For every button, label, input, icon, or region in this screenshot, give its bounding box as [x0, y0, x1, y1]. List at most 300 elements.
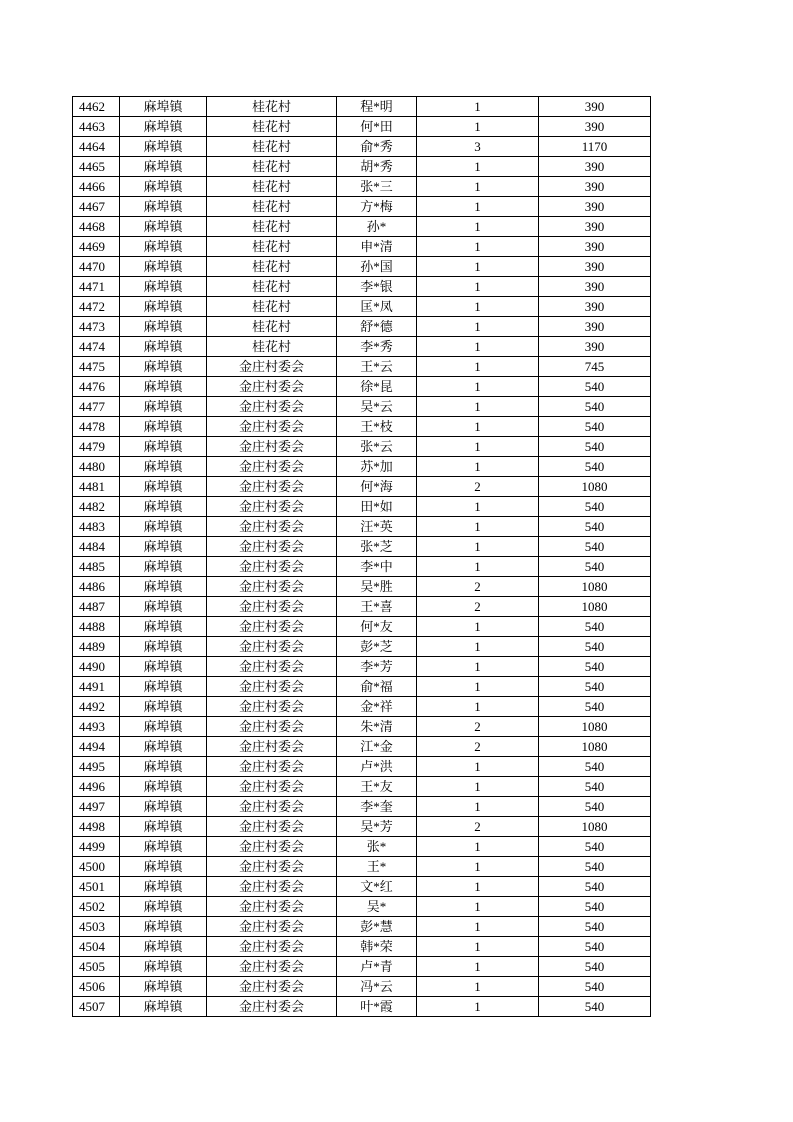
count-cell: 2 — [417, 817, 539, 837]
table-row — [73, 937, 651, 957]
village-cell: 金庄村委会 — [207, 537, 337, 557]
id-cell: 4481 — [73, 477, 120, 497]
amount-cell: 1080 — [539, 817, 651, 837]
town-cell: 麻埠镇 — [120, 437, 207, 457]
town-cell: 麻埠镇 — [120, 897, 207, 917]
village-cell: 金庄村委会 — [207, 357, 337, 377]
id-cell: 4471 — [73, 277, 120, 297]
count-cell: 1 — [417, 697, 539, 717]
table-row — [73, 797, 651, 817]
count-cell: 1 — [417, 217, 539, 237]
amount-cell: 540 — [539, 977, 651, 997]
name-cell: 王*枝 — [337, 417, 417, 437]
town-cell: 麻埠镇 — [120, 977, 207, 997]
count-cell: 1 — [417, 397, 539, 417]
count-cell: 1 — [417, 97, 539, 117]
id-cell: 4506 — [73, 977, 120, 997]
town-cell: 麻埠镇 — [120, 457, 207, 477]
id-cell: 4473 — [73, 317, 120, 337]
id-cell: 4493 — [73, 717, 120, 737]
amount-cell: 390 — [539, 337, 651, 357]
count-cell: 1 — [417, 777, 539, 797]
village-cell: 金庄村委会 — [207, 737, 337, 757]
amount-cell: 540 — [539, 637, 651, 657]
amount-cell: 540 — [539, 497, 651, 517]
count-cell: 3 — [417, 137, 539, 157]
amount-cell: 390 — [539, 277, 651, 297]
village-cell: 金庄村委会 — [207, 957, 337, 977]
town-cell: 麻埠镇 — [120, 797, 207, 817]
id-cell: 4474 — [73, 337, 120, 357]
amount-cell: 1080 — [539, 717, 651, 737]
town-cell: 麻埠镇 — [120, 597, 207, 617]
id-cell: 4503 — [73, 917, 120, 937]
town-cell: 麻埠镇 — [120, 317, 207, 337]
amount-cell: 540 — [539, 797, 651, 817]
count-cell: 1 — [417, 437, 539, 457]
village-cell: 金庄村委会 — [207, 897, 337, 917]
town-cell: 麻埠镇 — [120, 957, 207, 977]
town-cell: 麻埠镇 — [120, 737, 207, 757]
town-cell: 麻埠镇 — [120, 277, 207, 297]
count-cell: 1 — [417, 757, 539, 777]
village-cell: 金庄村委会 — [207, 397, 337, 417]
town-cell: 麻埠镇 — [120, 557, 207, 577]
name-cell: 李*芳 — [337, 657, 417, 677]
name-cell: 孙*国 — [337, 257, 417, 277]
name-cell: 张* — [337, 837, 417, 857]
id-cell: 4488 — [73, 617, 120, 637]
amount-cell: 540 — [539, 417, 651, 437]
village-cell: 桂花村 — [207, 197, 337, 217]
amount-cell: 540 — [539, 757, 651, 777]
name-cell: 王*友 — [337, 777, 417, 797]
village-cell: 金庄村委会 — [207, 437, 337, 457]
table-row — [73, 657, 651, 677]
id-cell: 4464 — [73, 137, 120, 157]
amount-cell: 540 — [539, 397, 651, 417]
table-row — [73, 297, 651, 317]
count-cell: 1 — [417, 917, 539, 937]
id-cell: 4480 — [73, 457, 120, 477]
count-cell: 1 — [417, 157, 539, 177]
town-cell: 麻埠镇 — [120, 617, 207, 637]
town-cell: 麻埠镇 — [120, 97, 207, 117]
table-row — [73, 757, 651, 777]
table-row — [73, 517, 651, 537]
amount-cell: 540 — [539, 457, 651, 477]
town-cell: 麻埠镇 — [120, 777, 207, 797]
amount-cell: 1080 — [539, 477, 651, 497]
table-row — [73, 217, 651, 237]
amount-cell: 540 — [539, 517, 651, 537]
amount-cell: 540 — [539, 697, 651, 717]
amount-cell: 540 — [539, 917, 651, 937]
amount-cell: 1080 — [539, 597, 651, 617]
name-cell: 王*云 — [337, 357, 417, 377]
town-cell: 麻埠镇 — [120, 177, 207, 197]
amount-cell: 540 — [539, 657, 651, 677]
town-cell: 麻埠镇 — [120, 197, 207, 217]
village-cell: 金庄村委会 — [207, 997, 337, 1017]
village-cell: 金庄村委会 — [207, 977, 337, 997]
id-cell: 4484 — [73, 537, 120, 557]
count-cell: 2 — [417, 477, 539, 497]
table-body — [73, 97, 651, 1017]
table-row — [73, 137, 651, 157]
amount-cell: 540 — [539, 837, 651, 857]
name-cell: 卢*青 — [337, 957, 417, 977]
table-row — [73, 977, 651, 997]
town-cell: 麻埠镇 — [120, 697, 207, 717]
count-cell: 1 — [417, 997, 539, 1017]
count-cell: 1 — [417, 857, 539, 877]
count-cell: 1 — [417, 637, 539, 657]
id-cell: 4482 — [73, 497, 120, 517]
name-cell: 吴*胜 — [337, 577, 417, 597]
count-cell: 1 — [417, 257, 539, 277]
id-cell: 4465 — [73, 157, 120, 177]
name-cell: 程*明 — [337, 97, 417, 117]
name-cell: 苏*加 — [337, 457, 417, 477]
id-cell: 4495 — [73, 757, 120, 777]
town-cell: 麻埠镇 — [120, 257, 207, 277]
table-row — [73, 637, 651, 657]
name-cell: 俞*秀 — [337, 137, 417, 157]
village-cell: 桂花村 — [207, 157, 337, 177]
amount-cell: 390 — [539, 117, 651, 137]
town-cell: 麻埠镇 — [120, 497, 207, 517]
name-cell: 韩*荣 — [337, 937, 417, 957]
village-cell: 金庄村委会 — [207, 637, 337, 657]
id-cell: 4499 — [73, 837, 120, 857]
count-cell: 1 — [417, 957, 539, 977]
town-cell: 麻埠镇 — [120, 397, 207, 417]
town-cell: 麻埠镇 — [120, 917, 207, 937]
id-cell: 4472 — [73, 297, 120, 317]
table-row — [73, 837, 651, 857]
town-cell: 麻埠镇 — [120, 137, 207, 157]
count-cell: 1 — [417, 797, 539, 817]
count-cell: 1 — [417, 297, 539, 317]
village-cell: 金庄村委会 — [207, 797, 337, 817]
name-cell: 匡*凤 — [337, 297, 417, 317]
table-row — [73, 117, 651, 137]
village-cell: 桂花村 — [207, 257, 337, 277]
count-cell: 1 — [417, 177, 539, 197]
name-cell: 胡*秀 — [337, 157, 417, 177]
amount-cell: 390 — [539, 177, 651, 197]
town-cell: 麻埠镇 — [120, 717, 207, 737]
town-cell: 麻埠镇 — [120, 657, 207, 677]
amount-cell: 540 — [539, 777, 651, 797]
table-row — [73, 457, 651, 477]
village-cell: 金庄村委会 — [207, 817, 337, 837]
table-row — [73, 917, 651, 937]
village-cell: 金庄村委会 — [207, 777, 337, 797]
name-cell: 李*银 — [337, 277, 417, 297]
id-cell: 4487 — [73, 597, 120, 617]
id-cell: 4502 — [73, 897, 120, 917]
village-cell: 桂花村 — [207, 297, 337, 317]
amount-cell: 540 — [539, 997, 651, 1017]
name-cell: 徐*昆 — [337, 377, 417, 397]
village-cell: 金庄村委会 — [207, 657, 337, 677]
table-row — [73, 477, 651, 497]
village-cell: 金庄村委会 — [207, 917, 337, 937]
village-cell: 金庄村委会 — [207, 597, 337, 617]
amount-cell: 1170 — [539, 137, 651, 157]
village-cell: 金庄村委会 — [207, 557, 337, 577]
village-cell: 金庄村委会 — [207, 377, 337, 397]
id-cell: 4462 — [73, 97, 120, 117]
id-cell: 4478 — [73, 417, 120, 437]
table-row — [73, 417, 651, 437]
name-cell: 李*中 — [337, 557, 417, 577]
village-cell: 金庄村委会 — [207, 497, 337, 517]
name-cell: 朱*清 — [337, 717, 417, 737]
table-row — [73, 537, 651, 557]
name-cell: 文*红 — [337, 877, 417, 897]
id-cell: 4500 — [73, 857, 120, 877]
id-cell: 4489 — [73, 637, 120, 657]
village-cell: 桂花村 — [207, 237, 337, 257]
count-cell: 1 — [417, 197, 539, 217]
count-cell: 1 — [417, 417, 539, 437]
name-cell: 俞*福 — [337, 677, 417, 697]
village-cell: 金庄村委会 — [207, 477, 337, 497]
count-cell: 2 — [417, 597, 539, 617]
town-cell: 麻埠镇 — [120, 757, 207, 777]
data-table — [72, 96, 651, 1017]
count-cell: 1 — [417, 337, 539, 357]
table-row — [73, 397, 651, 417]
id-cell: 4497 — [73, 797, 120, 817]
town-cell: 麻埠镇 — [120, 577, 207, 597]
amount-cell: 540 — [539, 557, 651, 577]
town-cell: 麻埠镇 — [120, 857, 207, 877]
name-cell: 彭*慧 — [337, 917, 417, 937]
amount-cell: 390 — [539, 97, 651, 117]
village-cell: 金庄村委会 — [207, 937, 337, 957]
count-cell: 1 — [417, 897, 539, 917]
count-cell: 1 — [417, 497, 539, 517]
table-row — [73, 897, 651, 917]
id-cell: 4479 — [73, 437, 120, 457]
village-cell: 桂花村 — [207, 317, 337, 337]
village-cell: 金庄村委会 — [207, 877, 337, 897]
count-cell: 1 — [417, 517, 539, 537]
amount-cell: 390 — [539, 317, 651, 337]
name-cell: 申*清 — [337, 237, 417, 257]
id-cell: 4468 — [73, 217, 120, 237]
town-cell: 麻埠镇 — [120, 677, 207, 697]
id-cell: 4470 — [73, 257, 120, 277]
id-cell: 4496 — [73, 777, 120, 797]
amount-cell: 540 — [539, 937, 651, 957]
village-cell: 桂花村 — [207, 337, 337, 357]
count-cell: 1 — [417, 457, 539, 477]
amount-cell: 540 — [539, 617, 651, 637]
table-row — [73, 377, 651, 397]
village-cell: 金庄村委会 — [207, 717, 337, 737]
amount-cell: 540 — [539, 897, 651, 917]
name-cell: 冯*云 — [337, 977, 417, 997]
name-cell: 王* — [337, 857, 417, 877]
town-cell: 麻埠镇 — [120, 877, 207, 897]
town-cell: 麻埠镇 — [120, 477, 207, 497]
amount-cell: 390 — [539, 197, 651, 217]
name-cell: 张*云 — [337, 437, 417, 457]
name-cell: 何*海 — [337, 477, 417, 497]
amount-cell: 390 — [539, 237, 651, 257]
count-cell: 2 — [417, 717, 539, 737]
count-cell: 1 — [417, 537, 539, 557]
name-cell: 舒*德 — [337, 317, 417, 337]
table-row — [73, 777, 651, 797]
count-cell: 1 — [417, 837, 539, 857]
town-cell: 麻埠镇 — [120, 417, 207, 437]
table-row — [73, 817, 651, 837]
town-cell: 麻埠镇 — [120, 537, 207, 557]
name-cell: 何*田 — [337, 117, 417, 137]
town-cell: 麻埠镇 — [120, 117, 207, 137]
amount-cell: 540 — [539, 677, 651, 697]
village-cell: 桂花村 — [207, 137, 337, 157]
count-cell: 1 — [417, 557, 539, 577]
town-cell: 麻埠镇 — [120, 817, 207, 837]
amount-cell: 540 — [539, 437, 651, 457]
id-cell: 4490 — [73, 657, 120, 677]
village-cell: 金庄村委会 — [207, 577, 337, 597]
amount-cell: 390 — [539, 297, 651, 317]
count-cell: 2 — [417, 737, 539, 757]
name-cell: 李*秀 — [337, 337, 417, 357]
id-cell: 4466 — [73, 177, 120, 197]
name-cell: 吴*芳 — [337, 817, 417, 837]
town-cell: 麻埠镇 — [120, 157, 207, 177]
name-cell: 江*金 — [337, 737, 417, 757]
id-cell: 4469 — [73, 237, 120, 257]
table-row — [73, 997, 651, 1017]
table-row — [73, 317, 651, 337]
count-cell: 1 — [417, 877, 539, 897]
town-cell: 麻埠镇 — [120, 377, 207, 397]
id-cell: 4494 — [73, 737, 120, 757]
name-cell: 彭*芝 — [337, 637, 417, 657]
id-cell: 4486 — [73, 577, 120, 597]
amount-cell: 1080 — [539, 577, 651, 597]
count-cell: 1 — [417, 117, 539, 137]
id-cell: 4485 — [73, 557, 120, 577]
table-row — [73, 357, 651, 377]
table-row — [73, 437, 651, 457]
id-cell: 4504 — [73, 937, 120, 957]
id-cell: 4501 — [73, 877, 120, 897]
table-row — [73, 617, 651, 637]
id-cell: 4492 — [73, 697, 120, 717]
id-cell: 4491 — [73, 677, 120, 697]
table-row — [73, 557, 651, 577]
name-cell: 王*喜 — [337, 597, 417, 617]
table-row — [73, 737, 651, 757]
town-cell: 麻埠镇 — [120, 337, 207, 357]
amount-cell: 745 — [539, 357, 651, 377]
name-cell: 孙* — [337, 217, 417, 237]
count-cell: 1 — [417, 937, 539, 957]
village-cell: 金庄村委会 — [207, 617, 337, 637]
village-cell: 金庄村委会 — [207, 517, 337, 537]
village-cell: 金庄村委会 — [207, 457, 337, 477]
name-cell: 卢*洪 — [337, 757, 417, 777]
town-cell: 麻埠镇 — [120, 937, 207, 957]
id-cell: 4463 — [73, 117, 120, 137]
village-cell: 桂花村 — [207, 117, 337, 137]
name-cell: 张*三 — [337, 177, 417, 197]
town-cell: 麻埠镇 — [120, 237, 207, 257]
amount-cell: 390 — [539, 217, 651, 237]
amount-cell: 540 — [539, 877, 651, 897]
count-cell: 1 — [417, 617, 539, 637]
village-cell: 金庄村委会 — [207, 677, 337, 697]
town-cell: 麻埠镇 — [120, 517, 207, 537]
amount-cell: 390 — [539, 157, 651, 177]
amount-cell: 1080 — [539, 737, 651, 757]
town-cell: 麻埠镇 — [120, 637, 207, 657]
count-cell: 1 — [417, 977, 539, 997]
table-row — [73, 857, 651, 877]
id-cell: 4475 — [73, 357, 120, 377]
village-cell: 桂花村 — [207, 177, 337, 197]
table-row — [73, 877, 651, 897]
table-row — [73, 597, 651, 617]
village-cell: 金庄村委会 — [207, 757, 337, 777]
table-row — [73, 577, 651, 597]
id-cell: 4505 — [73, 957, 120, 977]
count-cell: 1 — [417, 657, 539, 677]
count-cell: 1 — [417, 237, 539, 257]
table-row — [73, 717, 651, 737]
town-cell: 麻埠镇 — [120, 217, 207, 237]
id-cell: 4477 — [73, 397, 120, 417]
count-cell: 2 — [417, 577, 539, 597]
id-cell: 4467 — [73, 197, 120, 217]
town-cell: 麻埠镇 — [120, 297, 207, 317]
village-cell: 金庄村委会 — [207, 697, 337, 717]
count-cell: 1 — [417, 677, 539, 697]
amount-cell: 540 — [539, 377, 651, 397]
table-row — [73, 257, 651, 277]
table-row — [73, 337, 651, 357]
table-row — [73, 197, 651, 217]
count-cell: 1 — [417, 317, 539, 337]
amount-cell: 540 — [539, 537, 651, 557]
id-cell: 4498 — [73, 817, 120, 837]
name-cell: 何*友 — [337, 617, 417, 637]
name-cell: 李*奎 — [337, 797, 417, 817]
table-row — [73, 697, 651, 717]
name-cell: 吴* — [337, 897, 417, 917]
table-row — [73, 157, 651, 177]
count-cell: 1 — [417, 357, 539, 377]
town-cell: 麻埠镇 — [120, 357, 207, 377]
count-cell: 1 — [417, 377, 539, 397]
count-cell: 1 — [417, 277, 539, 297]
name-cell: 吴*云 — [337, 397, 417, 417]
name-cell: 叶*霞 — [337, 997, 417, 1017]
id-cell: 4483 — [73, 517, 120, 537]
table-row — [73, 497, 651, 517]
